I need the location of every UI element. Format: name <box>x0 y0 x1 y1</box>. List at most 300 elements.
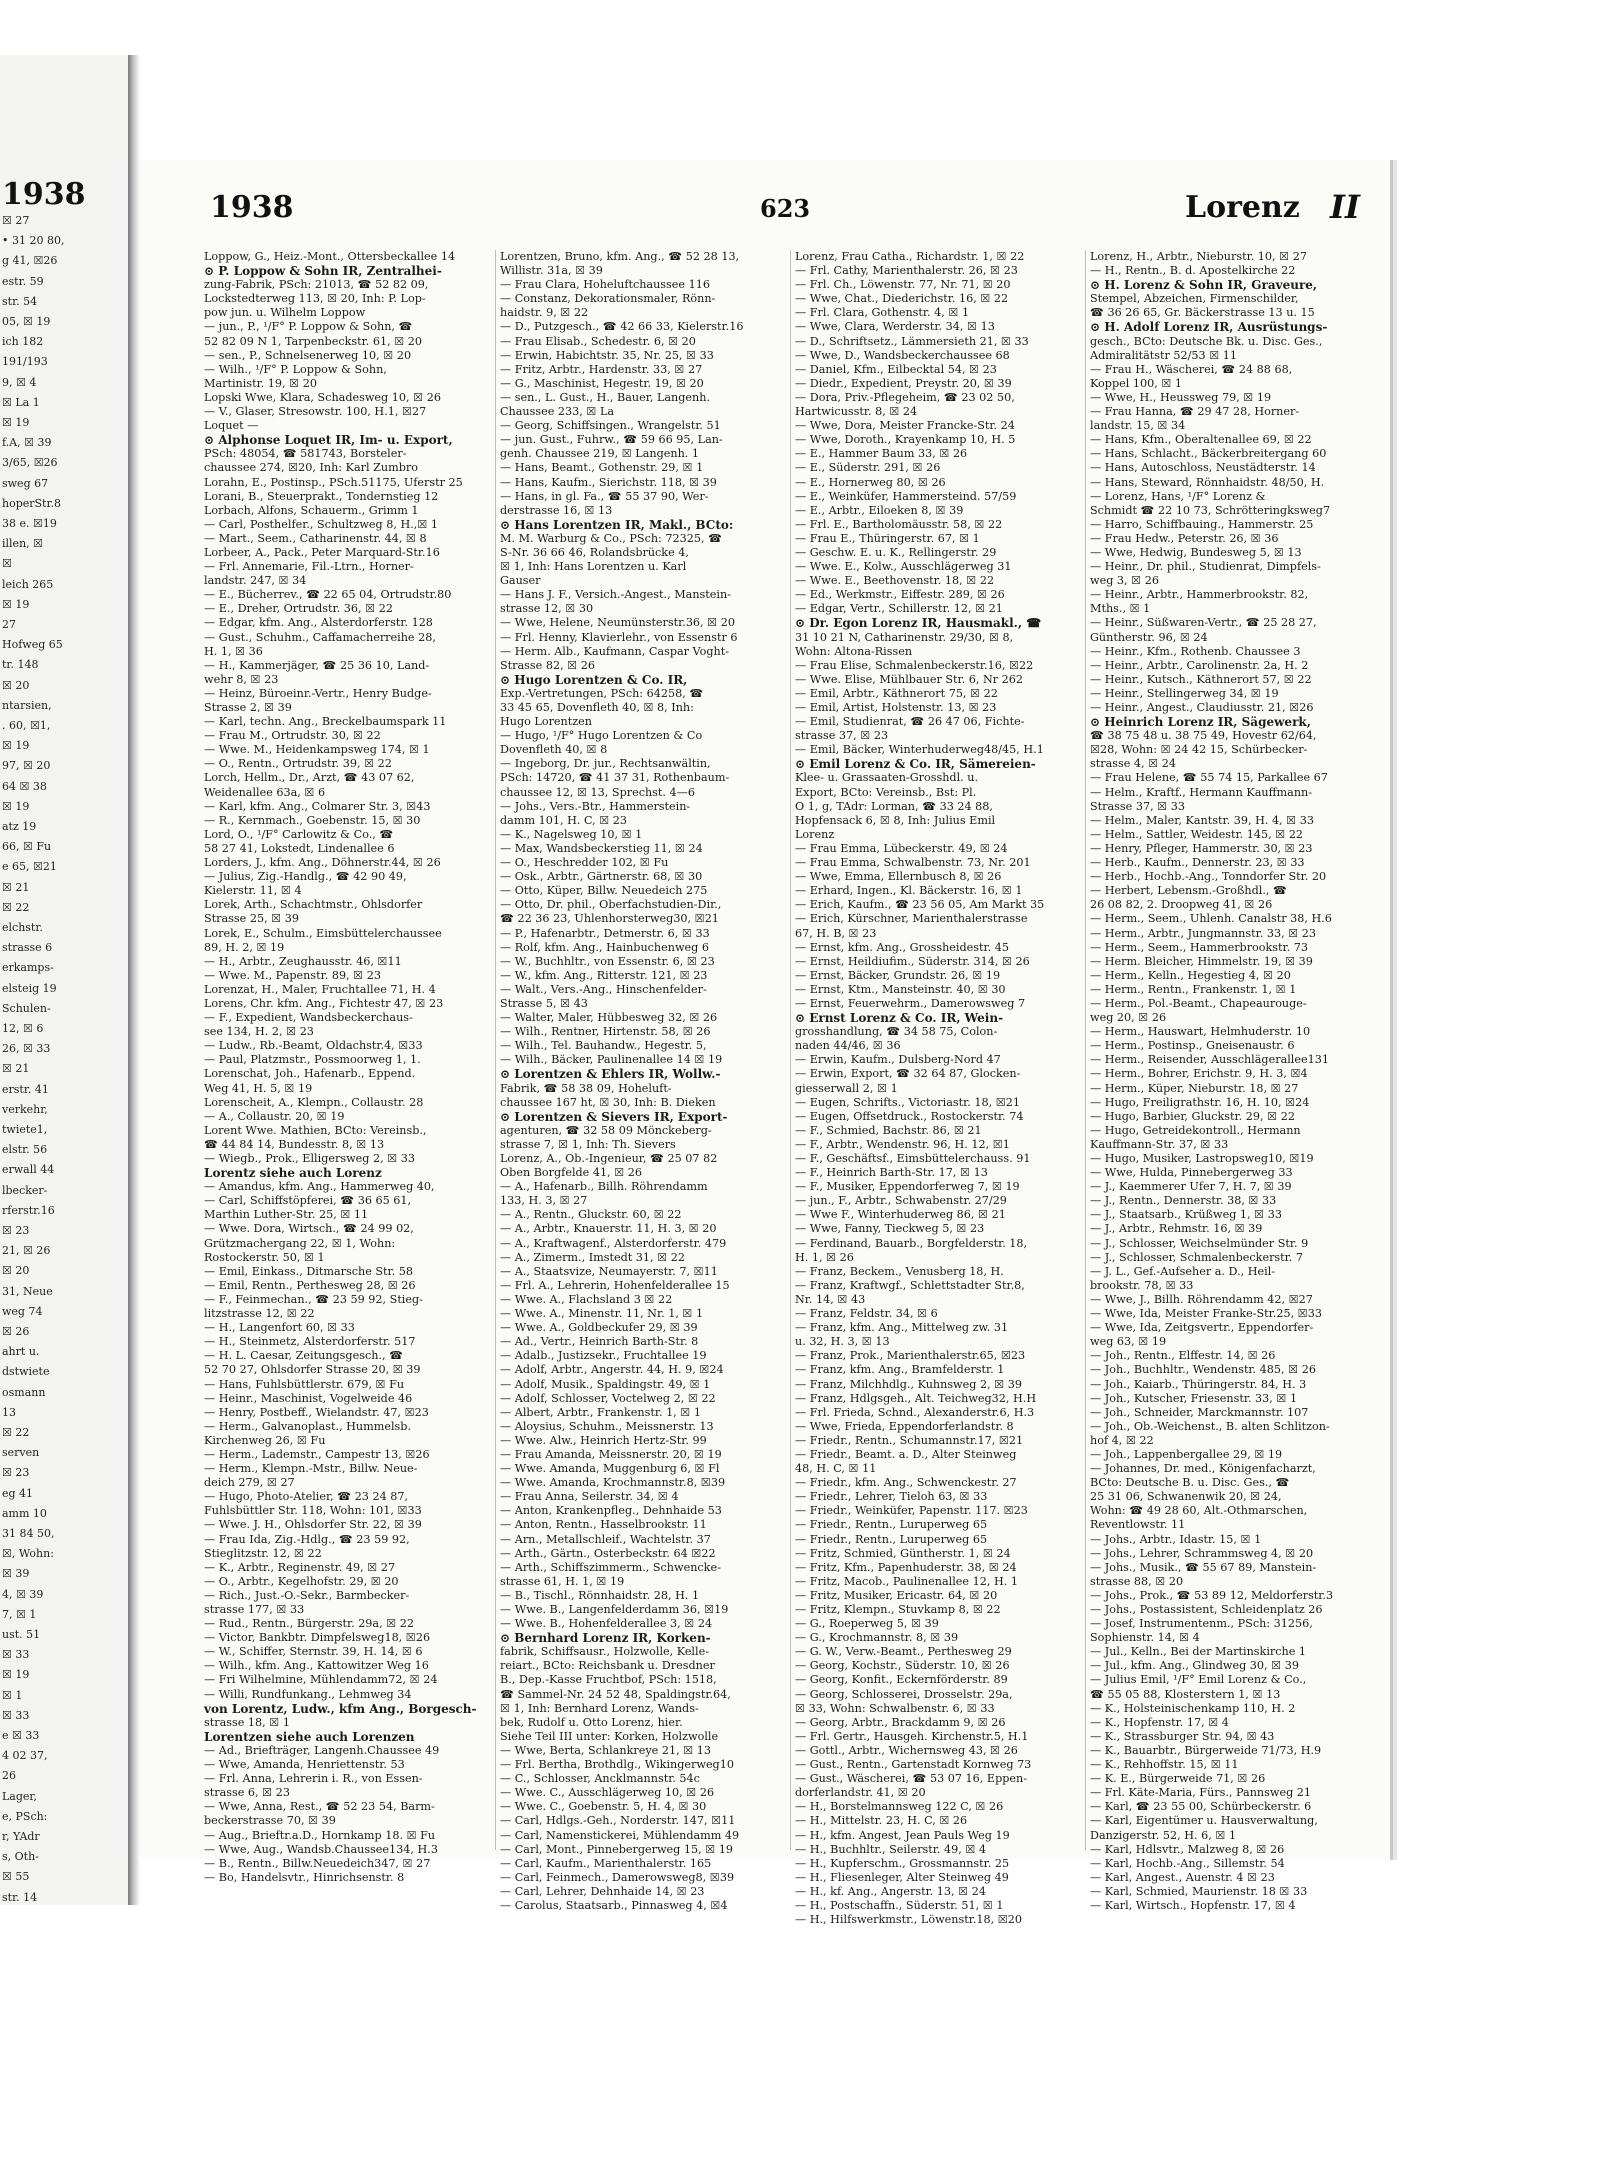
directory-entry-line: — Heinr., Maschinist, Vogelweide 46 <box>204 1391 413 1405</box>
directory-entry-line: — E., Bücherrev., ☎ 22 65 04, Ortrudstr.80 <box>204 588 452 602</box>
directory-entry-line: — Ad., Vertr., Heinrich Barth-Str. 8 <box>500 1335 699 1349</box>
directory-entry-line: Koppel 100, ☒ 1 <box>1090 376 1183 390</box>
directory-entry-line: — Gust., Rentn., Gartenstadt Kornweg 73 <box>795 1758 1032 1772</box>
directory-entry-line: — Helm., Kraftf., Hermann Kauffmann- <box>1090 785 1313 799</box>
left-page-line: 3/65, ☒26 <box>2 456 58 470</box>
directory-entry-line: — Herb., Hochb.-Ang., Tonndorfer Str. 20 <box>1090 870 1327 884</box>
directory-entry-line: — Carl, Lehrer, Dehnhaide 14, ☒ 23 <box>500 1884 705 1898</box>
directory-entry-line: — Friedr., Beamt. a. D., Alter Steinweg <box>795 1447 1017 1461</box>
left-page-line: lbecker- <box>2 1183 48 1197</box>
directory-entry-line: — Wwe F., Winterhuderweg 86, ☒ 21 <box>795 1208 1006 1222</box>
left-page-line: s, Oth- <box>2 1850 39 1864</box>
directory-entry-line: — Wwe. Amanda, Muggenburg 6, ☒ Fl <box>500 1462 720 1476</box>
directory-entry-line: — Joh., Ob.-Weichenst., B. alten Schlitzon- <box>1090 1419 1330 1433</box>
directory-entry-line: — Franz, kfm. Ang., Bramfelderstr. 1 <box>795 1363 1005 1377</box>
left-page-line: 13 <box>2 1405 16 1419</box>
directory-entry-line: — Rolf, kfm. Ang., Hainbuchenweg 6 <box>500 940 709 954</box>
directory-entry-line: — Julius Emil, ¹/F° Emil Lorenz & Co., <box>1090 1673 1307 1687</box>
directory-entry-line: — E., Süderstr. 291, ☒ 26 <box>795 461 941 475</box>
directory-entry-line: — Hugo, Photo-Atelier, ☎ 23 24 87, <box>204 1490 409 1504</box>
directory-entry-line: — Helm., Maler, Kantstr. 39, H. 4, ☒ 33 <box>1090 813 1314 827</box>
directory-entry-line: — Wwe. J. H., Ohlsdorfer Str. 22, ☒ 39 <box>204 1518 422 1532</box>
left-page-line: r, YAdr <box>2 1830 40 1843</box>
directory-entry-line: — Wiegb., Prok., Elligersweg 2, ☒ 33 <box>204 1152 416 1165</box>
directory-entry-line: ☎ 36 26 65, Gr. Bäckerstrasse 13 u. 15 <box>1090 306 1315 320</box>
directory-entry-line: chaussee 12, ☒ 13, Sprechst. 4—6 <box>500 785 695 799</box>
directory-entry-line: — H., Kammerjäger, ☎ 25 36 10, Land- <box>204 658 430 672</box>
directory-entry-line: — Frl. Bertha, Brothdlg., Wikingerweg10 <box>500 1758 734 1772</box>
directory-entry-line: — Friedr., Weinküfer, Papenstr. 117. ☒23 <box>795 1504 1028 1518</box>
left-page-line: amm 10 <box>2 1506 47 1520</box>
left-page-line: g 41, ☒26 <box>2 254 58 268</box>
directory-entry-line: — Ernst, Heildiufim., Süderstr. 314, ☒ 26 <box>795 954 1030 968</box>
directory-entry-line: — Herm., Bohrer, Erichstr. 9, H. 3, ☒4 <box>1090 1067 1308 1081</box>
directory-entry-line: — Karl, Hochb.-Ang., Sillemstr. 54 <box>1090 1856 1285 1870</box>
left-page-line: verkehr, <box>2 1102 48 1116</box>
directory-entry-line: — K., Holsteinischenkamp 110, H. 2 <box>1090 1701 1296 1715</box>
left-page-line: ☒ 27 <box>2 214 30 227</box>
directory-entry-line: — Daniel, Kfm., Eilbecktal 54, ☒ 23 <box>795 362 997 376</box>
directory-entry-line: — Friedr., Rentn., Luruperweg 65 <box>795 1532 988 1546</box>
directory-entry-line: Hopfensack 6, ☒ 8, Inh: Julius Emil <box>795 813 996 827</box>
directory-entry-line: — Herm., Lademstr., Campestr 13, ☒26 <box>204 1447 430 1461</box>
left-page-line: serven <box>2 1446 40 1460</box>
directory-entry-line: Weidenallee 63a, ☒ 6 <box>204 785 326 799</box>
directory-entry-line: Martinistr. 19, ☒ 20 <box>204 376 317 390</box>
left-page-line: ☒ 33 <box>2 1708 30 1722</box>
directory-entry-line: — Frau Anna, Seilerstr. 34, ☒ 4 <box>500 1490 679 1504</box>
left-page-line: ☒ <box>2 557 12 571</box>
directory-entry-line: von Lorentz, Ludw., kfm Ang., Borgesch- <box>204 1701 477 1716</box>
directory-entry-line: — Wwe. Dora, Wirtsch., ☎ 24 99 02, <box>204 1222 414 1236</box>
left-page-line: Lager, <box>2 1789 37 1803</box>
directory-entry-line: Strasse 25, ☒ 39 <box>204 912 300 926</box>
directory-entry-line: 67, H. B, ☒ 23 <box>795 926 877 940</box>
directory-entry-line: — Joh., Rentn., Elffestr. 14, ☒ 26 <box>1090 1349 1276 1363</box>
directory-entry-line: — Franz, Beckem., Venusberg 18, H. <box>795 1264 1004 1278</box>
directory-entry-line: — A., Staatsvize, Neumayerstr. 7, ☒11 <box>500 1264 718 1278</box>
directory-entry-line: Hartwicusstr. 8, ☒ 24 <box>795 405 918 419</box>
directory-entry-line: — Geschw. E. u. K., Rellingerstr. 29 <box>795 545 997 559</box>
directory-entry-line: — C., Schlosser, Ancklmannstr. 54c <box>500 1772 700 1786</box>
directory-entry-line: — Frau Ida, Zig.-Hdlg., ☎ 23 59 92, <box>204 1532 410 1546</box>
directory-entry-line: — A., Collaustr. 20, ☒ 19 <box>204 1109 345 1123</box>
directory-entry-line: — Wwe. Elise, Mühlbauer Str. 6, Nr 262 <box>795 672 1024 686</box>
directory-entry-line: — Osk., Arbtr., Gärtnerstr. 68, ☒ 30 <box>500 870 703 884</box>
directory-entry-line: — Johs., Postassistent, Schleidenplatz 26 <box>1090 1603 1323 1616</box>
directory-entry-line: — Wwe, Doroth., Krayenkamp 10, H. 5 <box>795 433 1016 447</box>
directory-entry-line: Fuhlsbüttler Str. 118, Wohn: 101, ☒33 <box>204 1504 422 1518</box>
directory-entry-line: — H., Langenfort 60, ☒ 33 <box>204 1321 355 1335</box>
directory-entry-line: — Ernst, Ktm., Mansteinstr. 40, ☒ 30 <box>795 982 1006 996</box>
directory-entry-line: — Frau Emma, Schwalbenstr. 73, Nr. 201 <box>795 856 1031 870</box>
left-page-line: sweg 67 <box>2 476 49 490</box>
left-page-line: ☒ 26 <box>2 1325 30 1338</box>
left-page-line: 4 02 37, <box>2 1749 48 1763</box>
directory-entry-line: — Hans, Kaufm., Sierichstr. 118, ☒ 39 <box>500 475 717 489</box>
directory-entry-line: — Wwe. Amanda, Krochmannstr.8, ☒39 <box>500 1476 726 1490</box>
directory-entry-line: beckerstrasse 70, ☒ 39 <box>204 1814 336 1828</box>
directory-entry-line: — F., Feinmechan., ☎ 23 59 92, Stieg- <box>204 1292 423 1306</box>
directory-entry-line: — Franz, Feldstr. 34, ☒ 6 <box>795 1307 938 1321</box>
left-page-line: Schulen- <box>2 1001 51 1015</box>
left-page-line: erkamps- <box>2 961 54 975</box>
directory-entry-line: — Wwe. B., Langenfelderdamm 36, ☒19 <box>500 1603 729 1616</box>
left-page-line: str. 14 <box>2 1890 38 1904</box>
left-page-line: str. 54 <box>2 294 38 308</box>
directory-entry-line: — Karl, Wirtsch., Hopfenstr. 17, ☒ 4 <box>1090 1898 1296 1912</box>
directory-entry-line: — Georg, Arbtr., Brackdamm 9, ☒ 26 <box>795 1715 1006 1729</box>
directory-entry-line: — Heinr., Angest., Claudiusstr. 21, ☒26 <box>1090 701 1314 714</box>
left-page-line: 31 84 50, <box>2 1527 55 1540</box>
directory-entry-line: Lorenz, Frau Catha., Richardstr. 1, ☒ 22 <box>795 250 1025 263</box>
directory-entry-line: — Frl. Ch., Löwenstr. 77, Nr. 71, ☒ 20 <box>795 278 1011 292</box>
directory-entry-line: — Jul., kfm. Ang., Glindweg 30, ☒ 39 <box>1090 1659 1299 1673</box>
left-page-line: ☒ 19 <box>2 1668 30 1682</box>
directory-entry-line: — Karl, ☎ 23 55 00, Schürbeckerstr. 6 <box>1090 1800 1312 1814</box>
directory-entry-line: — Wwe, Ida, Meister Franke-Str.25, ☒33 <box>1090 1307 1322 1321</box>
directory-entry-line: PSch: 14720, ☎ 41 37 31, Rothenbaum- <box>500 771 730 785</box>
directory-entry-line: — Hans, Steward, Rönnhaidstr. 48/50, H. <box>1090 475 1325 489</box>
directory-entry-line: — Wilh., kfm. Ang., Kattowitzer Weg 16 <box>204 1659 429 1673</box>
left-page-line: ☒ 19 <box>2 739 30 753</box>
directory-entry-line: — Heinz, Büroeinr.-Vertr., Henry Budge- <box>204 686 432 700</box>
directory-entry-line: — Anton, Rentn., Hasselbrookstr. 11 <box>500 1518 707 1532</box>
directory-entry-line: see 134, H. 2, ☒ 23 <box>204 1025 314 1039</box>
directory-entry-line: — Wwe, D., Wandsbeckerchaussee 68 <box>795 348 1010 362</box>
left-page-line: 97, ☒ 20 <box>2 759 51 773</box>
directory-entry-line: — sen., P., Schnelsenerweg 10, ☒ 20 <box>204 348 412 362</box>
directory-entry-line: pow jun. u. Wilhelm Loppow <box>204 306 366 320</box>
directory-entry-line: — Herbert, Lebensm.-Großhdl., ☎ <box>1090 884 1287 898</box>
page-header <box>140 160 1390 226</box>
directory-entry-line: Reventlowstr. 11 <box>1090 1518 1186 1532</box>
directory-entry-line: — Wwe, Clara, Werderstr. 34, ☒ 13 <box>795 320 995 334</box>
directory-entry-line: — A., Arbtr., Knauerstr. 11, H. 3, ☒ 20 <box>500 1222 717 1236</box>
directory-entry-line: PSch: 48054, ☎ 581743, Borsteler- <box>204 447 407 461</box>
directory-entry-line: — Henry, Pfleger, Hammerstr. 30, ☒ 23 <box>1090 841 1313 855</box>
directory-entry-line: — Franz, Hdlgsgeh., Alt. Teichweg32, H.H <box>795 1391 1037 1405</box>
directory-entry-line: — Aloysius, Schuhm., Meissnerstr. 13 <box>500 1419 714 1433</box>
directory-entry-line: — Paul, Platzmstr., Possmoorweg 1, 1. <box>204 1053 421 1067</box>
directory-entry-line: — Herb., Kaufm., Dennerstr. 23, ☒ 33 <box>1090 856 1305 870</box>
directory-entry-line: — H., Buchhltr., Seilerstr. 49, ☒ 4 <box>795 1842 987 1856</box>
directory-entry-line: litzstrasse 12, ☒ 22 <box>204 1307 315 1321</box>
directory-entry-line: — Emil, Studienrat, ☎ 26 47 06, Fichte- <box>795 715 1025 729</box>
directory-entry-line: Export, BCto: Vereinsb., Bst: Pl. <box>795 785 977 799</box>
directory-entry-line: — jun., F., Arbtr., Schwabenstr. 27/29 <box>795 1194 1007 1208</box>
directory-entry-line: — Wwe, Fanny, Tieckweg 5, ☒ 23 <box>795 1222 985 1236</box>
directory-entry-line: ☒ 1, Inh: Bernhard Lorenz, Wands- <box>500 1701 699 1715</box>
directory-entry-line: — Hans, Kfm., Oberaltenallee 69, ☒ 22 <box>1090 433 1312 447</box>
directory-entry-line: ⊙ Dr. Egon Lorenz IR, Hausmakl., ☎ <box>795 616 1042 631</box>
directory-entry-line: — Wwe. A., Flachsland 3 ☒ 22 <box>500 1292 673 1306</box>
directory-entry-line: — Frl. A., Lehrerin, Hohenfelderallee 15 <box>500 1278 730 1292</box>
directory-entry-line: — Willi, Rundfunkang., Lehmweg 34 <box>204 1687 412 1701</box>
directory-entry-line: — K., Bauarbtr., Bürgerweide 71/73, H.9 <box>1090 1743 1322 1757</box>
directory-entry-line: fabrik, Schiffsausr., Holzwolle, Kelle- <box>500 1645 709 1659</box>
directory-entry-line: — Rud., Rentn., Bürgerstr. 29a, ☒ 22 <box>204 1617 415 1631</box>
directory-entry-line: — Joh., Kaiarb., Thüringerstr. 84, H. 3 <box>1090 1377 1307 1391</box>
directory-entry-line: — Joh., Buchhltr., Wendenstr. 485, ☒ 26 <box>1090 1363 1316 1377</box>
left-page-line: 12, ☒ 6 <box>2 1022 44 1035</box>
directory-entry-line: — Fritz, Schmied, Güntherstr. 1, ☒ 24 <box>795 1546 1011 1560</box>
directory-entry-line: u. 32, H. 3, ☒ 13 <box>795 1335 890 1349</box>
directory-entry-line: Lorentz siehe auch Lorenz <box>204 1166 382 1181</box>
directory-entry-line: — Heinr., Arbtr., Hammerbrookstr. 82, <box>1090 588 1309 602</box>
directory-entry-line: — Wwe. C., Ausschlägerweg 10, ☒ 26 <box>500 1786 715 1800</box>
directory-entry-line: Danzigerstr. 52, H. 6, ☒ 1 <box>1090 1828 1237 1842</box>
directory-entry-line: — Herm., Arbtr., Jungmannstr. 33, ☒ 23 <box>1090 926 1316 940</box>
directory-entry-line: — Wwe, Hedwig, Bundesweg 5, ☒ 13 <box>1090 545 1302 559</box>
directory-entry-line: S-Nr. 36 66 46, Rolandsbrücke 4, <box>500 545 689 559</box>
directory-entry-line: — Franz, Prok., Marienthalerstr.65, ☒23 <box>795 1349 1026 1363</box>
directory-entry-line: — Hans J. F., Versich.-Angest., Manstein- <box>500 588 731 602</box>
directory-entry-line: — Adolf, Arbtr., Angerstr. 44, H. 9, ☒24 <box>500 1363 724 1377</box>
directory-entry-line: — Wwe, Ida, Zeitgsvertr., Eppendorfer- <box>1090 1321 1314 1335</box>
directory-entry-line: — Frau Emma, Lübeckerstr. 49, ☒ 24 <box>795 841 1008 855</box>
directory-entry-line: — Herm., Pol.-Beamt., Chapeaurouge- <box>1090 996 1307 1010</box>
left-page-line: ☒ 39 <box>2 1567 30 1581</box>
directory-entry-line: — F., Schmied, Bachstr. 86, ☒ 21 <box>795 1123 982 1137</box>
book-gutter <box>128 55 140 1905</box>
left-page-line: 66, ☒ Fu <box>2 840 52 854</box>
directory-entry-line: — Carl, Namenstickerei, Mühlendamm 49 <box>500 1828 740 1842</box>
directory-entry-line: — J., Schlosser, Schmalenbeckerstr. 7 <box>1090 1250 1304 1264</box>
directory-entry-line: — Eugen, Schrifts., Victoriastr. 18, ☒21 <box>795 1095 1020 1109</box>
directory-entry-line: — Frl. Annemarie, Fil.-Ltrn., Horner- <box>204 560 414 574</box>
directory-entry-line: — F., Heinrich Barth-Str. 17, ☒ 13 <box>795 1166 988 1180</box>
directory-entry-line: — Herm., Reisender, Ausschlägerallee131 <box>1090 1053 1329 1067</box>
directory-entry-line: Kielerstr. 11, ☒ 4 <box>204 884 302 898</box>
directory-entry-line: — Wwe, H., Heussweg 79, ☒ 19 <box>1090 390 1272 404</box>
directory-entry-line: — J., Staatsarb., Krüßweg 1, ☒ 33 <box>1090 1208 1282 1222</box>
directory-entry-line: — Wwe. B., Hohenfelderallee 3, ☒ 24 <box>500 1617 713 1631</box>
directory-entry-line: 58 27 41, Lokstedt, Lindenallee 6 <box>204 841 395 855</box>
directory-entry-line: strasse 7, ☒ 1, Inh: Th. Sievers <box>500 1137 676 1151</box>
directory-entry-line: — Constanz, Dekorationsmaler, Rönn- <box>500 292 716 306</box>
directory-entry-line: — Wilh., Bäcker, Paulinenallee 14 ☒ 19 <box>500 1053 723 1067</box>
directory-entry-line: — Joh., Schneider, Marckmannstr. 107 <box>1090 1405 1309 1419</box>
left-page-line: f.A, ☒ 39 <box>2 436 52 450</box>
directory-entry-line: ⊙ Hugo Lorentzen & Co. IR, <box>500 672 688 687</box>
left-page-line: hoperStr.8 <box>2 496 62 510</box>
left-page-line: ahrt u. <box>2 1345 40 1359</box>
left-page-line: eg 41 <box>2 1486 34 1500</box>
directory-entry-line: Hugo Lorentzen <box>500 715 592 729</box>
left-page-line: ☒ 19 <box>2 416 30 429</box>
directory-entry-line: — Herm. Bleicher, Himmelstr. 19, ☒ 39 <box>1090 954 1313 968</box>
directory-entry-line: — Johs., Lehrer, Schrammsweg 4, ☒ 20 <box>1090 1546 1314 1560</box>
directory-entry-line: — Ernst, Feuerwehrm., Damerowsweg 7 <box>795 996 1026 1010</box>
directory-entry-line: — F., Arbtr., Wendenstr. 96, H. 12, ☒1 <box>795 1137 1010 1151</box>
directory-entry-line: — Gust., Wäscherei, ☎ 53 07 16, Eppen- <box>795 1772 1027 1786</box>
directory-entry-line: Lorek, Arth., Schachtmstr., Ohlsdorfer <box>204 898 423 912</box>
directory-entry-line: — G., Krochmannstr. 8, ☒ 39 <box>795 1631 959 1645</box>
directory-entry-line: brookstr. 78, ☒ 33 <box>1090 1278 1194 1292</box>
directory-entry-line: — E., Dreher, Ortrudstr. 36, ☒ 22 <box>204 602 393 616</box>
directory-entry-line: BCto: Deutsche B. u. Disc. Ges., ☎ <box>1090 1476 1290 1490</box>
directory-entry-line: — Erich, Kürschner, Marienthalerstrasse <box>795 912 1028 926</box>
left-page-line: 31, Neue <box>2 1284 53 1298</box>
left-page-line: ntarsien, <box>2 698 52 712</box>
directory-entry-line: Stempel, Abzeichen, Firmenschilder, <box>1090 292 1299 306</box>
directory-entry-line: — Ingeborg, Dr. jur., Rechtsanwältin, <box>500 757 711 771</box>
directory-entry-line: — E., Weinküfer, Hammersteind. 57/59 <box>795 489 1017 503</box>
directory-entry-line: — Ed., Werkmstr., Eiffestr. 289, ☒ 26 <box>795 588 1005 602</box>
left-page-line: ☒ 1 <box>2 1688 23 1702</box>
directory-entry-line: — W., Buchhltr., von Essenstr. 6, ☒ 23 <box>500 954 715 968</box>
directory-entry-line: — Arn., Metallschleif., Wachtelstr. 37 <box>500 1532 711 1546</box>
directory-entry-line: — Wwe. A., Minenstr. 11, Nr. 1, ☒ 1 <box>500 1307 704 1321</box>
directory-entry-line: — Carl, Posthelfer., Schultzweg 8, H.,☒ 1 <box>204 517 439 531</box>
directory-entry-line: ☎ 38 75 48 u. 38 75 49, Hovestr 62/64, <box>1090 729 1317 743</box>
directory-entry-line: 48, H. C, ☒ 11 <box>795 1462 877 1476</box>
left-page-line: elstr. 56 <box>2 1143 48 1157</box>
directory-entry-line: Lorch, Hellm., Dr., Arzt, ☎ 43 07 62, <box>204 771 415 785</box>
left-page-line: ☒ 33 <box>2 1648 30 1662</box>
directory-entry-line: — H., Hilfswerkmstr., Löwenstr.18, ☒20 <box>795 1913 1023 1927</box>
directory-entry-line: — Erwin, Habichtstr. 35, Nr. 25, ☒ 33 <box>500 348 714 362</box>
directory-entry-line: H. 1, ☒ 36 <box>204 644 263 658</box>
directory-entry-line: bek, Rudolf u. Otto Lorenz, hier. <box>500 1715 683 1729</box>
directory-entry-line: — Jul., Kelln., Bei der Martinskirche 1 <box>1090 1645 1307 1659</box>
directory-entry-line: ⊙ Heinrich Lorenz IR, Sägewerk, <box>1090 715 1311 730</box>
directory-entry-line: Loquet — <box>204 419 259 433</box>
directory-entry-line: — Aug., Brieftr.a.D., Hornkamp 18. ☒ Fu <box>204 1828 436 1842</box>
directory-entry-line: Nr. 14, ☒ 43 <box>795 1292 866 1306</box>
directory-entry-line: Klee- u. Grassaaten-Grosshdl. u. <box>795 771 979 785</box>
directory-entry-line: — Ernst, Bäcker, Grundstr. 26, ☒ 19 <box>795 968 1001 982</box>
directory-entry-line: — Fritz, Musiker, Ericastr. 64, ☒ 20 <box>795 1588 998 1602</box>
directory-entry-line: — K., Arbtr., Reginenstr. 49, ☒ 27 <box>204 1560 396 1574</box>
directory-entry-line: strasse 37, ☒ 23 <box>795 729 889 743</box>
directory-entry-line: strasse 4, ☒ 24 <box>1090 757 1176 771</box>
directory-entry-line: ☎ 55 05 88, Klosterstern 1, ☒ 13 <box>1090 1687 1281 1701</box>
directory-entry-line: — Herm. Alb., Kaufmann, Caspar Voght- <box>500 644 729 658</box>
directory-entry-line: — H., Kupferschm., Grossmannstr. 25 <box>795 1856 1010 1870</box>
left-page-line: 05, ☒ 19 <box>2 315 51 328</box>
left-page-line: elsteig 19 <box>2 981 57 995</box>
directory-entry-line: — A., Hafenarb., Billh. Röhrendamm <box>500 1180 708 1194</box>
directory-entry-line: — O., Rentn., Ortrudstr. 39, ☒ 22 <box>204 757 392 771</box>
directory-entry-line: — Heinr., Kutsch., Käthnerort 57, ☒ 22 <box>1090 672 1312 686</box>
left-page-line: ich 182 <box>2 335 44 349</box>
directory-entry-line: strasse 6, ☒ 23 <box>204 1786 290 1800</box>
directory-entry-line: Lorentzen, Bruno, kfm. Ang., ☎ 52 28 13, <box>500 250 740 263</box>
directory-entry-line: Weg 41, H. 5, ☒ 19 <box>204 1081 313 1095</box>
directory-entry-line: — jun. Gust., Fuhrw., ☎ 59 66 95, Lan- <box>500 433 723 447</box>
directory-entry-line: ⊙ Lorentzen & Ehlers IR, Wollw.- <box>500 1067 721 1082</box>
directory-entry-line: — Franz, Milchhdlg., Kuhnsweg 2, ☒ 39 <box>795 1377 1023 1391</box>
directory-entry-line: — Johs., Arbtr., Idastr. 15, ☒ 1 <box>1090 1532 1262 1546</box>
directory-entry-line: Strasse 2, ☒ 39 <box>204 701 292 714</box>
directory-entry-line: — A., Kraftwagenf., Alsterdorferstr. 479 <box>500 1236 727 1250</box>
directory-entry-line: — Wwe, Chat., Diederichstr. 16, ☒ 22 <box>795 292 1009 306</box>
directory-entry-line: — Heinr., Arbtr., Carolinenstr. 2a, H. 2 <box>1090 658 1309 672</box>
directory-entry-line: — J. L., Gef.-Aufseher a. D., Heil- <box>1090 1264 1276 1278</box>
directory-entry-line: — Erich, Kaufm., ☎ 23 56 05, Am Markt 35 <box>795 898 1045 912</box>
left-page-line: weg 74 <box>2 1304 43 1318</box>
directory-entry-line: — K. E., Bürgerweide 71, ☒ 26 <box>1090 1772 1266 1786</box>
directory-entry-line: — Herm., Küper, Nieburstr. 18, ☒ 27 <box>1090 1081 1299 1095</box>
directory-entry-line: — Joh., Kutscher, Friesenstr. 33, ☒ 1 <box>1090 1391 1298 1405</box>
directory-entry-line: — O., Heschredder 102, ☒ Fu <box>500 856 669 870</box>
directory-entry-line: — B., Tischl., Rönnhaidstr. 28, H. 1 <box>500 1588 700 1602</box>
directory-entry-line: — Frau Amanda, Meissnerstr. 20, ☒ 19 <box>500 1447 722 1461</box>
directory-entry-line: — Victor, Bankbtr. Dimpfelsweg18, ☒26 <box>204 1631 431 1645</box>
directory-entry-line: — Wilh., Rentner, Hirtenstr. 58, ☒ 26 <box>500 1025 711 1039</box>
directory-entry-line: Oben Borgfelde 41, ☒ 26 <box>500 1166 643 1180</box>
directory-entry-line: — Herm., Galvanoplast., Hummelsb. <box>204 1419 412 1433</box>
left-page-line: ☒, Wohn: <box>2 1547 54 1561</box>
directory-entry-line: Kauffmann-Str. 37, ☒ 33 <box>1090 1137 1229 1151</box>
directory-entry-line: giesserwall 2, ☒ 1 <box>795 1081 898 1095</box>
left-page-line: twiete1, <box>2 1123 48 1136</box>
left-page-line: dstwiete <box>2 1365 50 1379</box>
directory-entry-line: deich 279, ☒ 27 <box>204 1476 295 1490</box>
directory-entry-line: chaussee 167 ht, ☒ 30, Inh: B. Dieken <box>500 1095 716 1109</box>
directory-entry-line: — Frau Hedw., Peterstr. 26, ☒ 36 <box>1090 531 1279 545</box>
directory-entry-line: — Johs., Prok., ☎ 53 89 12, Meldorferstr.3 <box>1090 1588 1334 1602</box>
directory-entry-line: — Wwe. E., Kolw., Ausschlägerweg 31 <box>795 560 1012 574</box>
directory-entry-line: — G., Maschinist, Hegestr. 19, ☒ 20 <box>500 376 704 390</box>
directory-entry-line: 89, H. 2, ☒ 19 <box>204 940 285 954</box>
directory-entry-line: — Otto, Küper, Billw. Neuedeich 275 <box>500 884 708 898</box>
directory-entry-line: — Frl. Henny, Klavierlehr., von Essenstr 6 <box>500 630 738 644</box>
directory-entry-line: Fabrik, ☎ 58 38 09, Hoheluft- <box>500 1081 672 1095</box>
directory-entry-line: — Fritz, Kfm., Papenhuderstr. 38, ☒ 24 <box>795 1560 1017 1574</box>
directory-entry-line: ☎ 44 84 14, Bundesstr. 8, ☒ 13 <box>204 1137 385 1151</box>
directory-entry-line: — Ernst, kfm. Ang., Grossheidestr. 45 <box>795 940 1009 954</box>
directory-entry-line: — Frau Helene, ☎ 55 74 15, Parkallee 67 <box>1090 771 1328 785</box>
directory-entry-line: — Lorenz, Hans, ¹/F° Lorenz & <box>1090 489 1266 503</box>
left-page-line: 9, ☒ 4 <box>2 375 37 389</box>
directory-entry-line: strasse 18, ☒ 1 <box>204 1715 290 1729</box>
directory-entry-line: — G., Roeperweg 5, ☒ 39 <box>795 1617 939 1631</box>
directory-entry-line: O 1, g, TAdr: Lorman, ☎ 33 24 88, <box>795 799 993 813</box>
directory-entry-line: ☎ Sammel-Nr. 24 52 48, Spaldingstr.64, <box>500 1687 731 1701</box>
directory-entry-line: — Wwe. M., Papenstr. 89, ☒ 23 <box>204 968 381 982</box>
directory-entry-line: — Frau Elisab., Schedestr. 6, ☒ 20 <box>500 334 696 348</box>
directory-entry-line: — Dora, Priv.-Pflegeheim, ☎ 23 02 50, <box>795 390 1015 404</box>
directory-entry-line: 52 82 09 N 1, Tarpenbeckstr. 61, ☒ 20 <box>204 334 423 348</box>
header-year: 1938 <box>210 190 294 225</box>
left-page-line: ust. 51 <box>2 1628 41 1641</box>
directory-entry-line: — H., Fliesenleger, Alter Steinweg 49 <box>795 1870 1009 1884</box>
directory-entry-line: — Gottl., Arbtr., Wichernsweg 43, ☒ 26 <box>795 1743 1018 1757</box>
directory-entry-line: — Frl. Gertr., Hausgeh. Kirchenstr.5, H.1 <box>795 1729 1029 1743</box>
left-page-line: erstr. 41 <box>2 1082 49 1096</box>
directory-entry-line: chaussee 274, ☒20, Inh: Karl Zumbro <box>204 461 418 475</box>
directory-entry-line: — Frau Clara, Hoheluftchaussee 116 <box>500 278 710 292</box>
directory-entry-line: — Eugen, Offsetdruck., Rostockerstr. 74 <box>795 1109 1024 1123</box>
directory-entry-line: strasse 88, ☒ 20 <box>1090 1574 1184 1588</box>
left-page-line: illen, ☒ <box>2 537 44 551</box>
columns <box>200 250 1380 1927</box>
directory-entry-line: — H., Mittelstr. 23, H. C, ☒ 26 <box>795 1814 968 1828</box>
left-page-line: 64 ☒ 38 <box>2 779 47 793</box>
directory-entry-line: Sophienstr. 14, ☒ 4 <box>1090 1631 1200 1645</box>
directory-entry-line: Lockstedterweg 113, ☒ 20, Inh: P. Lop- <box>204 292 426 306</box>
directory-entry-line: — Wwe, Amanda, Henriettenstr. 53 <box>204 1758 405 1772</box>
directory-entry-line: — Arth., Gärtn., Osterbeckstr. 64 ☒22 <box>500 1546 716 1560</box>
directory-entry-line: — Carl, Kaufm., Marienthalerstr. 165 <box>500 1856 712 1870</box>
directory-entry-line: — H., kfm. Angest, Jean Pauls Weg 19 <box>795 1828 1010 1842</box>
directory-entry-line: — Bo, Handelsvtr., Hinrichsenstr. 8 <box>204 1870 405 1884</box>
directory-entry-line: Strasse 82, ☒ 26 <box>500 658 596 672</box>
directory-entry-line: — Herm., Rentn., Frankenstr. 1, ☒ 1 <box>1090 982 1297 996</box>
